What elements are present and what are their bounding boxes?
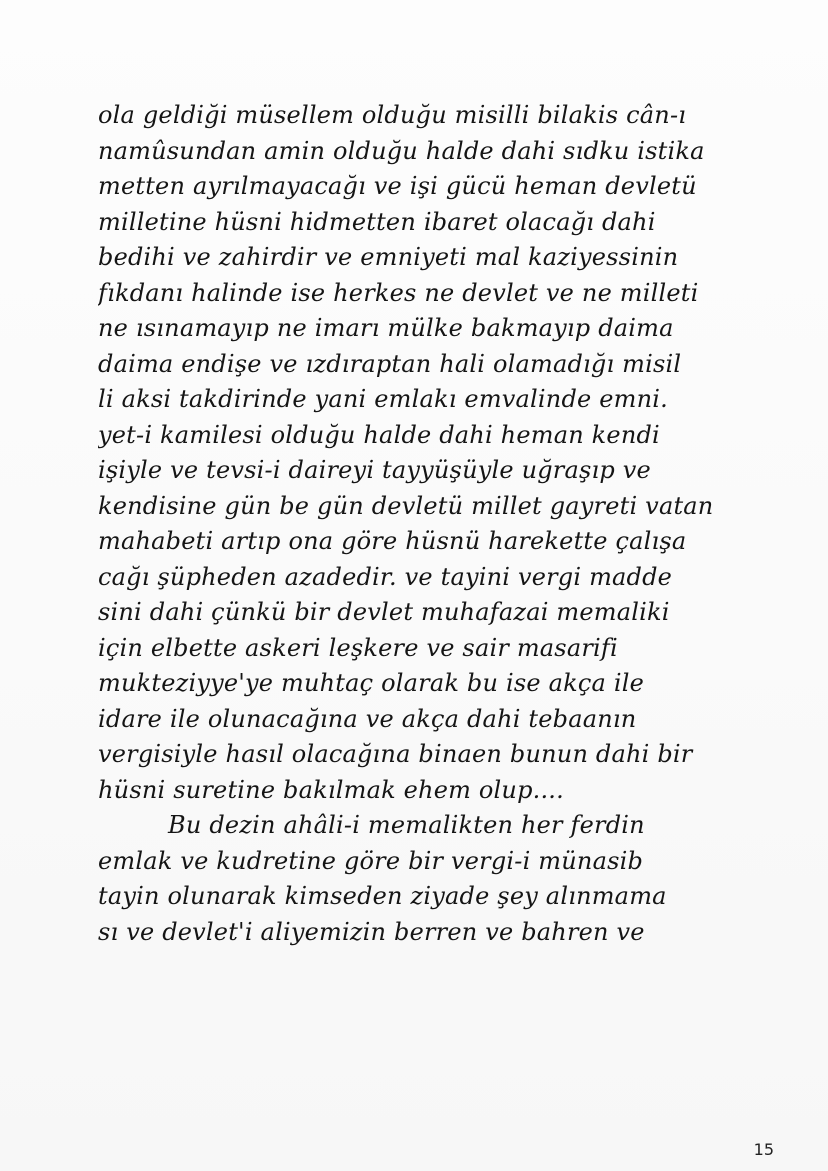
text-line: hüsni suretine bakılmak ehem olup.... (98, 775, 564, 804)
text-line: milletine hüsni hidmetten ibaret olacağı dahi (98, 207, 656, 236)
text-line: idare ile olunacağına ve akça dahi tebaanın (98, 704, 637, 733)
text-line: daima endişe ve ızdıraptan hali olamadığı misil (98, 349, 682, 378)
handwritten-text-block (98, 98, 818, 950)
text-line: işiyle ve tevsi-i daireyi tayyüşüyle uğraşıp ve (98, 456, 651, 484)
text-line: vergisiyle hasıl olacağına binaen bunun dahi bir (98, 740, 693, 768)
text-line: tayin olunarak kimseden ziyade şey alınmama (98, 882, 667, 910)
text-line: mahabeti artıp ona göre hüsnü harekette çalışa (98, 527, 687, 555)
text-line: bedihi ve zahirdir ve emniyeti mal kaziyessinin (98, 243, 679, 271)
text-line: ne ısınamayıp ne imarı mülke bakmayıp daima (98, 314, 674, 342)
text-line: mukteziyye'ye muhtaç olarak bu ise akça ile (98, 669, 644, 697)
text-line: kendisine gün be gün devletü millet gayreti vatan (98, 491, 714, 520)
text-line: cağı şüpheden azadedir. ve tayini vergi madde (98, 562, 673, 591)
text-line: emlak ve kudretine göre bir vergi-i münasib (98, 846, 644, 875)
text-line: metten ayrılmayacağı ve işi gücü heman devletü (98, 172, 697, 200)
text-line: sini dahi çünkü bir devlet muhafazai memaliki (98, 598, 670, 626)
text-line: li aksi takdirinde yani emlakı emvalinde emni. (98, 385, 668, 413)
text-line: ola geldiği müsellem olduğu misilli bilakis cân-ı (98, 101, 687, 129)
text-line: sı ve devlet'i aliyemizin berren ve bahren ve (98, 917, 645, 946)
text-line: fıkdanı halinde ise herkes ne devlet ve ne milleti (98, 278, 699, 307)
page-number: 15 (753, 1140, 774, 1159)
text-line: yet-i kamilesi olduğu halde dahi heman kendi (98, 420, 660, 449)
text-line: namûsundan amin olduğu halde dahi sıdku istika (98, 136, 705, 165)
text-line: Bu dezin ahâli-i memalikten her ferdin (168, 811, 645, 839)
text-line: için elbette askeri leşkere ve sair masarifi (98, 633, 618, 662)
